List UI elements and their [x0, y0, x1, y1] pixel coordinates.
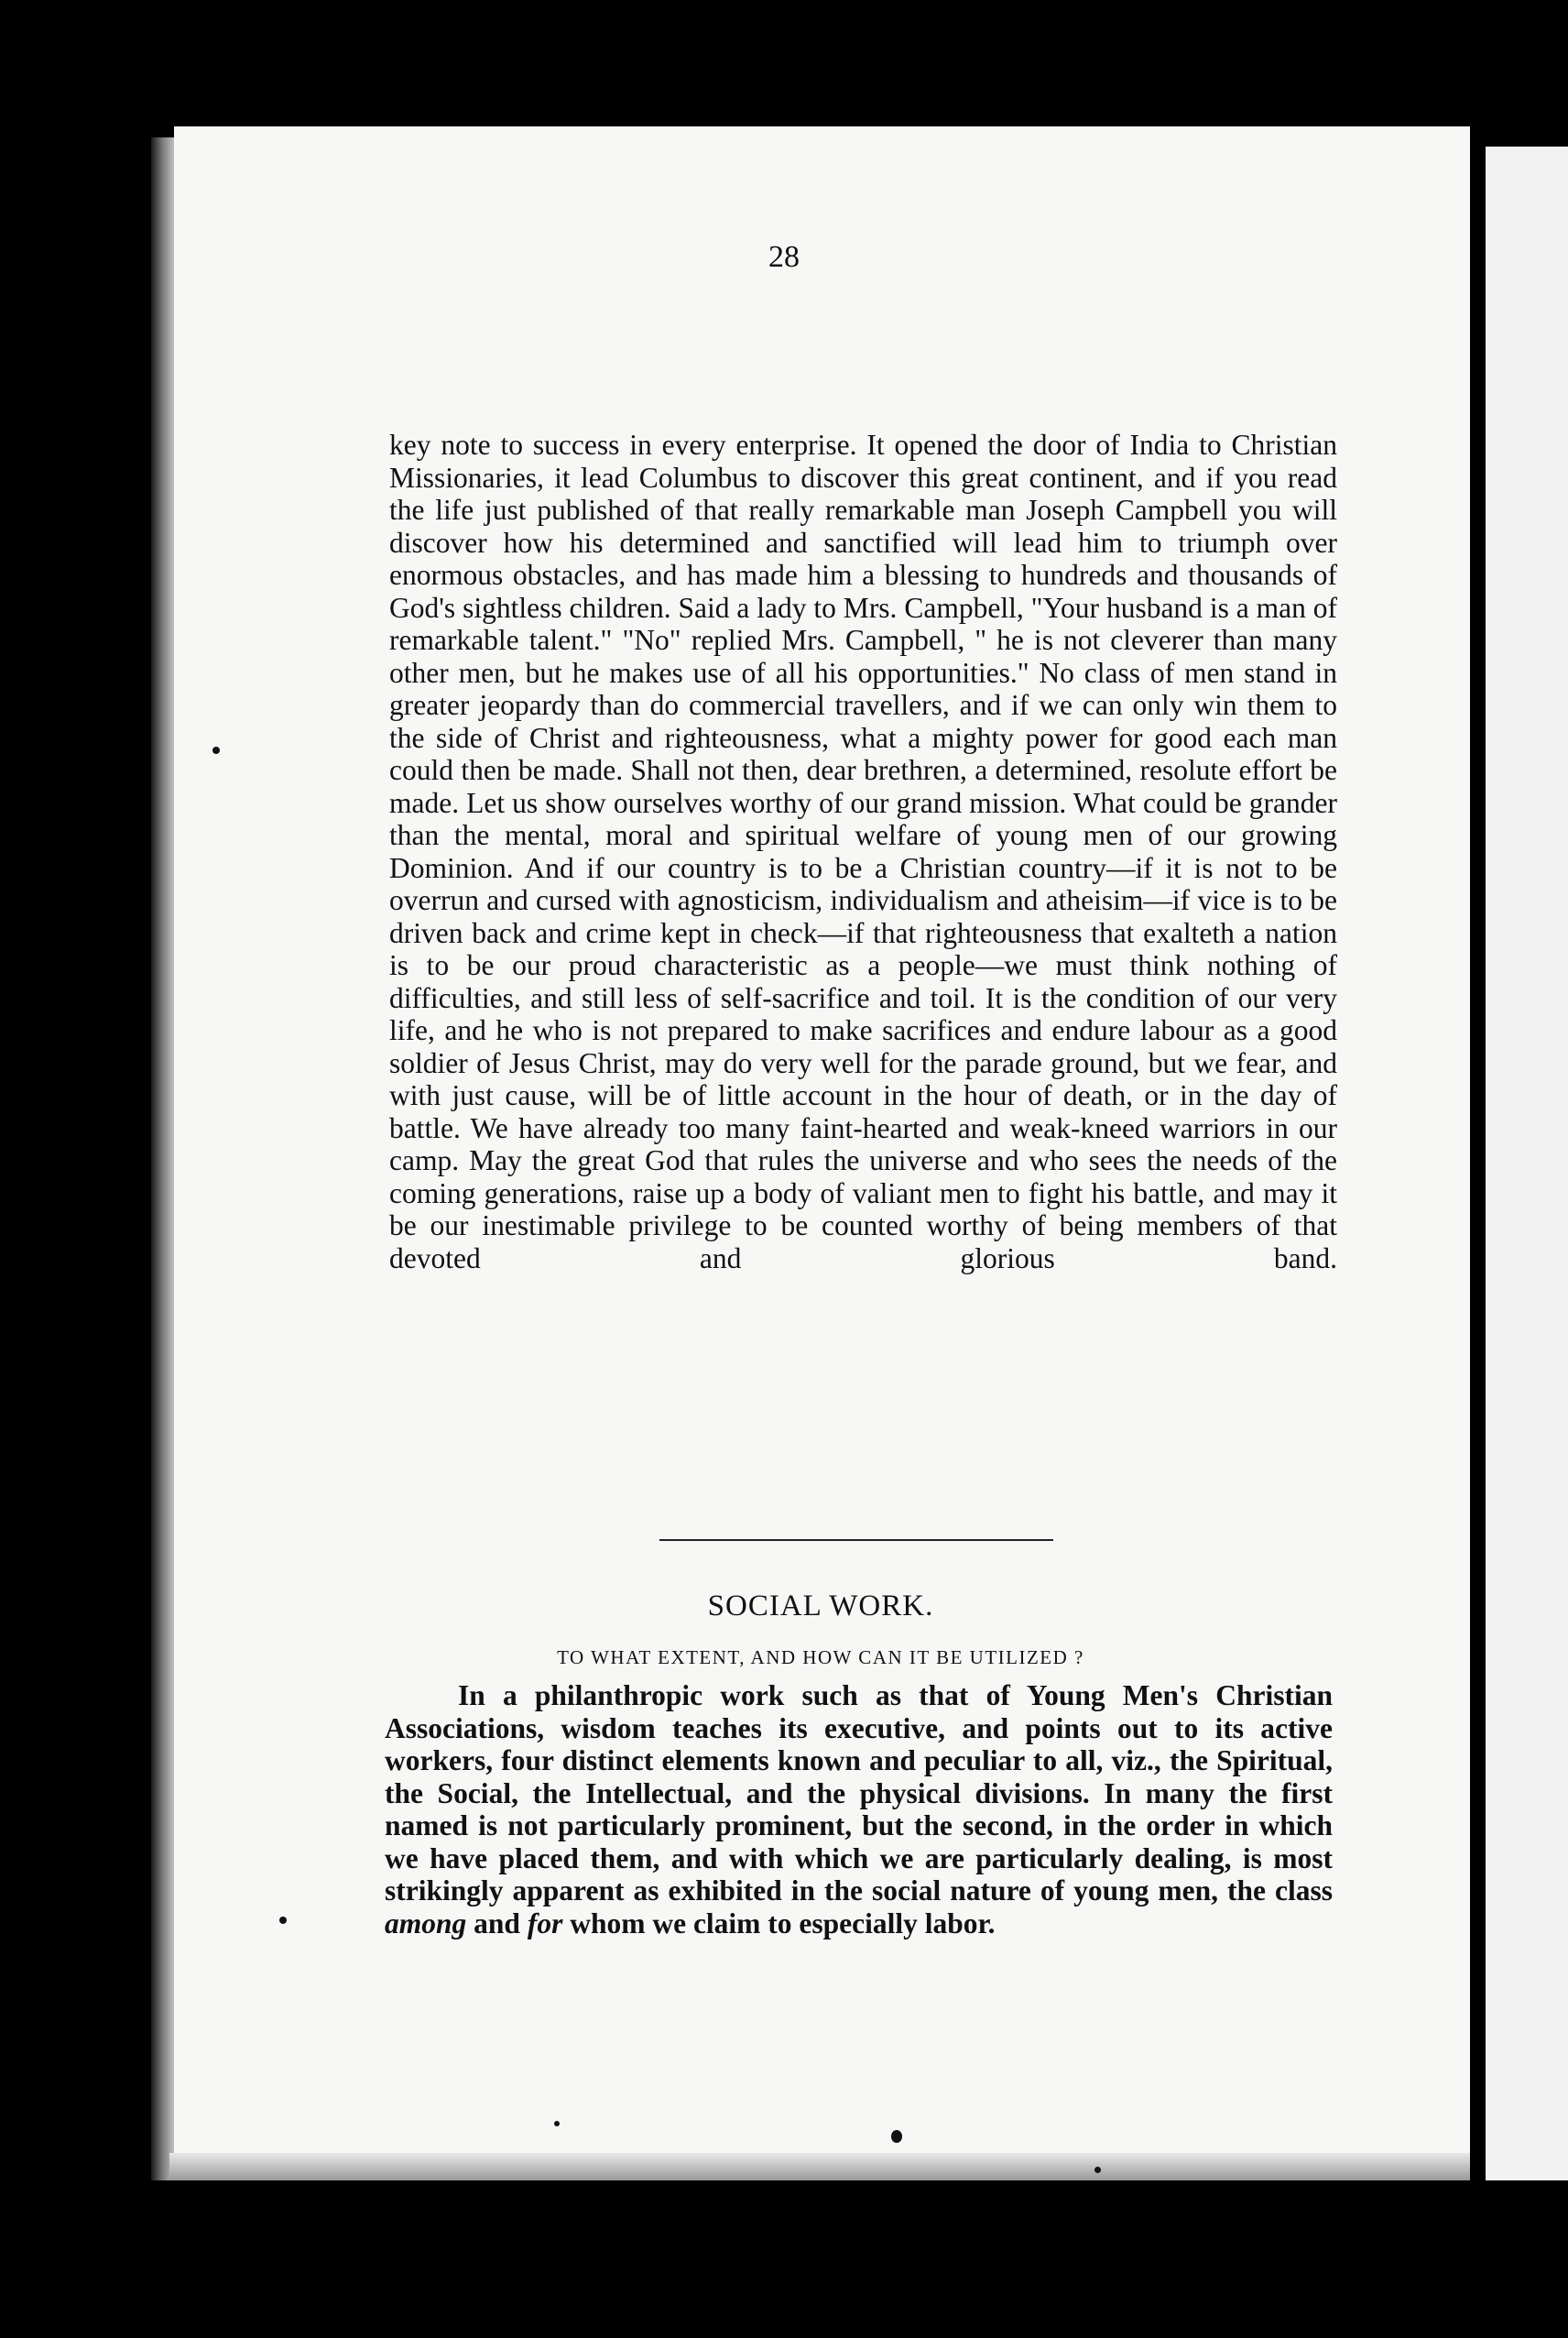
ink-speck [891, 2130, 902, 2143]
section-paragraph-text [385, 1679, 1333, 1939]
facing-page-edge [1486, 147, 1568, 2180]
section-title: SOCIAL WORK. [707, 1590, 934, 1622]
emphasis-among: among [385, 1906, 467, 1939]
ink-speck [279, 1917, 287, 1924]
ink-speck [554, 2121, 560, 2126]
section-text-part-2: whom we claim to especially labor. [562, 1906, 996, 1939]
continued-paragraph [389, 429, 1337, 1274]
emphasis-for: for [527, 1906, 563, 1939]
paragraph-text: key note to success in every enterprise. It opened the door of India to Christian Missionaries, it lead Columbus to discover this great continent, and if you read the life just published of that really remarkable man Joseph Campbell you will discover how his determined and sanctified will lead him to triumph over enormous obstacles, and has made him a blessing to hundreds and thousands of God's sightless children. Said a lady to Mrs. Campbell, "Your husband is a man of remarkable talent." "No" replied Mrs. Campbell, " he is not cleverer than many other men, but he makes use of all his opportunities." No class of men stand in greater jeopardy than do commercial travellers, and if we can only win them to the side of Christ and righteousness, what a mighty power for good each man could then be made. Shall not then, dear brethren, a determined, resolute effort be made. Let us show ourselves worthy of our grand mission. What could be grander than the mental, moral and spiritual welfare of young men of our growing Dominion. And if our country is to be a Christian country—if it is not to be overrun and cursed with agnosticism, individualism and atheisim—if vice is to be driven back and crime kept in check—if that righteousness that exalteth a nation is to be our proud characteristic as a people—we must think nothing of difficulties, and still less of self-sacrifice and toil. It is the condition of our very life, and he who is not prepared to make sacrifices and endure labour as a good soldier of Jesus Christ, may do very well for the parade ground, but we fear, and with just cause, will be of little account in the hour of death, or in the day of battle. We have already too many faint-hearted and weak-kneed warriors in our camp. May the great God that rules the universe and who sees the needs of the coming generations, raise up a body of valiant men to fight his battle, and may it be our inestimable privilege to be counted worthy of being members of that devoted and glorious band. [389, 429, 1337, 1274]
section-paragraph [385, 1679, 1333, 1939]
section-text-and: and [466, 1906, 528, 1939]
section-divider-rule [659, 1539, 1053, 1541]
ink-speck [212, 747, 220, 754]
ink-speck [1094, 2167, 1101, 2173]
section-subtitle: TO WHAT EXTENT, AND HOW CAN IT BE UTILIZED ? [557, 1646, 1084, 1668]
book-bottom-edge [169, 2153, 1470, 2180]
section-text-part-1: In a philanthropic work such as that of Young Men's Christian Associations, wisdom teaches its executive, and points out to its active workers, four distinct elements known and peculiar to all, viz., the Spiritual, the Social, the Intellectual, and the physical divisions. In many the first named is not particularly prominent, but the second, in the order in which we have placed them, and with which we are particularly dealing, is most strikingly apparent as exhibited in the social nature of young men, the class [385, 1679, 1333, 1906]
page-number: 28 [768, 240, 800, 274]
